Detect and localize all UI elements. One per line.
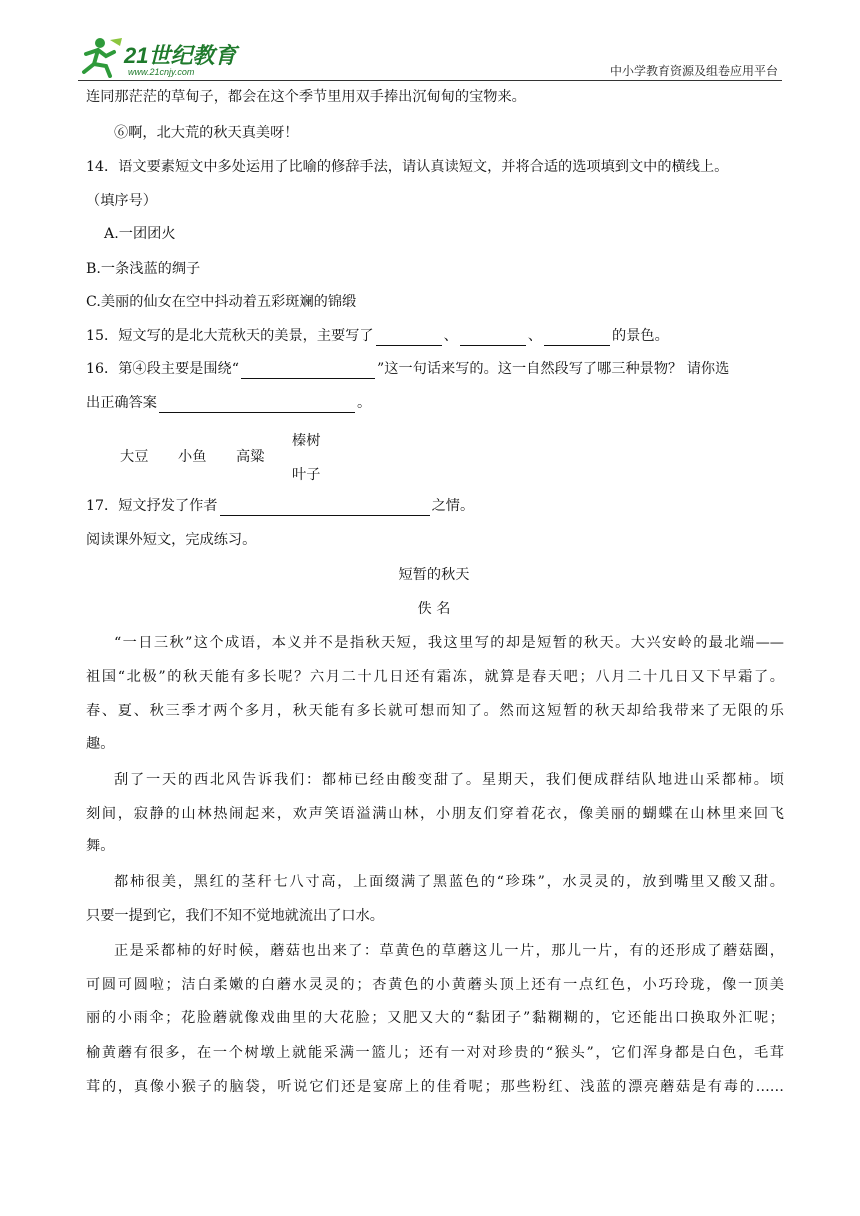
question-16-text: 。 xyxy=(356,395,372,411)
separator: 、 xyxy=(527,328,543,344)
paragraph-line: 丽的小雨伞；花脸蘑就像戏曲里的大花脸；又肥又大的“黏团子”黏糊糊的，它还能出口换取外汇呢； xyxy=(86,1010,784,1026)
platform-name: 中小学教育资源及组卷应用平台 xyxy=(609,64,778,78)
choice-item: 叶子 xyxy=(292,467,321,483)
text-line: ⑥啊，北大荒的秋天真美呀！ xyxy=(114,125,299,141)
question-17-text: 17．短文抒发了作者 xyxy=(86,498,218,514)
answer-blank[interactable] xyxy=(460,331,526,346)
answer-blank[interactable] xyxy=(241,364,375,379)
question-14-note: （填序号） xyxy=(86,193,157,209)
question-15-suffix: 的景色。 xyxy=(612,328,669,344)
option-b: B.一条浅蓝的绸子 xyxy=(86,261,201,277)
reading-intro: 阅读课外短文，完成练习。 xyxy=(86,532,257,548)
separator: 、 xyxy=(443,328,458,344)
answer-blank[interactable] xyxy=(376,331,442,346)
paragraph-line: 茸的，真像小猴子的脑袋，听说它们还是宴席上的佳肴呢；那些粉红、浅蓝的漂亮蘑菇是有毒的…… xyxy=(86,1079,784,1095)
site-logo xyxy=(78,36,248,78)
paragraph-line: 趣。 xyxy=(86,736,115,752)
logo-text: 21世纪教育 xyxy=(124,43,237,68)
question-17-suffix: 之情。 xyxy=(431,498,475,514)
question-15-text: 15．短文写的是北大荒秋天的美景，主要写了 xyxy=(86,328,374,344)
passage-title: 短暂的秋天 xyxy=(398,567,470,583)
text-line: 连同那茫茫的草甸子，都会在这个季节里用双手捧出沉甸甸的宝物来。 xyxy=(86,89,526,105)
page-header xyxy=(78,36,782,82)
option-a: A.一团团火 xyxy=(104,226,176,242)
question-16-text: 16．第④段主要是围绕“ xyxy=(86,361,239,377)
paragraph-line: 都柿很美，黑红的茎秆七八寸高，上面缀满了黑蓝色的“珍珠”，水灵灵的，放到嘴里又酸又甜。 xyxy=(114,874,784,890)
answer-blank[interactable] xyxy=(220,501,430,516)
paragraph-line: 正是采都柿的好时候，蘑菇也出来了：草黄色的草蘑这儿一片，那儿一片，有的还形成了蘑菇圈， xyxy=(114,943,784,959)
option-c: C.美丽的仙女在空中抖动着五彩斑斓的锦缎 xyxy=(86,294,357,310)
question-14: 14．语文要素短文中多处运用了比喻的修辞手法，请认真读短文，并将合适的选项填到文中的横线上。 xyxy=(86,159,729,175)
paragraph-line: 刻间，寂静的山林热闹起来，欢声笑语溢满山林，小朋友们穿着花衣，像美丽的蝴蝶在山林里来回飞 xyxy=(86,806,784,822)
choice-item: 高粱 xyxy=(236,449,265,465)
question-17 xyxy=(86,496,782,516)
question-16-text: ”这一句话来写的。这一自然段写了哪三种景物？ 请你选 xyxy=(377,361,730,377)
paragraph-line: 刮了一天的西北风告诉我们：都柿已经由酸变甜了。星期天，我们便成群结队地进山采都柿。顷 xyxy=(114,772,784,788)
logo-url: www.21cnjy.com xyxy=(128,67,195,77)
paragraph-line: 舞。 xyxy=(86,838,115,854)
answer-blank[interactable] xyxy=(159,398,355,413)
choice-item: 小鱼 xyxy=(178,449,207,465)
question-15 xyxy=(86,326,782,346)
answer-blank[interactable] xyxy=(544,331,610,346)
question-16-line2 xyxy=(86,393,782,413)
choice-item: 大豆 xyxy=(120,449,149,465)
paragraph-line: 春、夏、秋三季才两个多月，秋天能有多长就可想而知了。然而这短暂的秋天却给我带来了无限的乐 xyxy=(86,703,784,719)
runner-icon xyxy=(84,38,122,76)
paragraph-line: 祖国“北极”的秋天能有多长呢？六月二十几日还有霜冻，就算是春天吧；八月二十几日又下早霜了。 xyxy=(86,669,784,685)
header-divider xyxy=(78,80,782,81)
paragraph-line: 只要一提到它，我们不知不觉地就流出了口水。 xyxy=(86,908,384,924)
choice-item: 榛树 xyxy=(292,433,321,449)
passage-author: 佚 名 xyxy=(417,601,451,617)
question-16 xyxy=(86,359,782,379)
question-16-text: 出正确答案 xyxy=(86,395,157,411)
paragraph-line: 可圆可圆啦；洁白柔嫩的白蘑水灵灵的；杏黄色的小黄蘑头顶上还有一点红色，小巧玲珑，像一顶美 xyxy=(86,977,784,993)
paragraph-line: 榆黄蘑有很多，在一个树墩上就能采满一篮儿；还有一对对珍贵的“猴头”，它们浑身都是白色，毛茸 xyxy=(86,1045,784,1061)
paragraph-line: “一日三秋”这个成语，本义并不是指秋天短，我这里写的却是短暂的秋天。大兴安岭的最北端—— xyxy=(114,635,784,651)
